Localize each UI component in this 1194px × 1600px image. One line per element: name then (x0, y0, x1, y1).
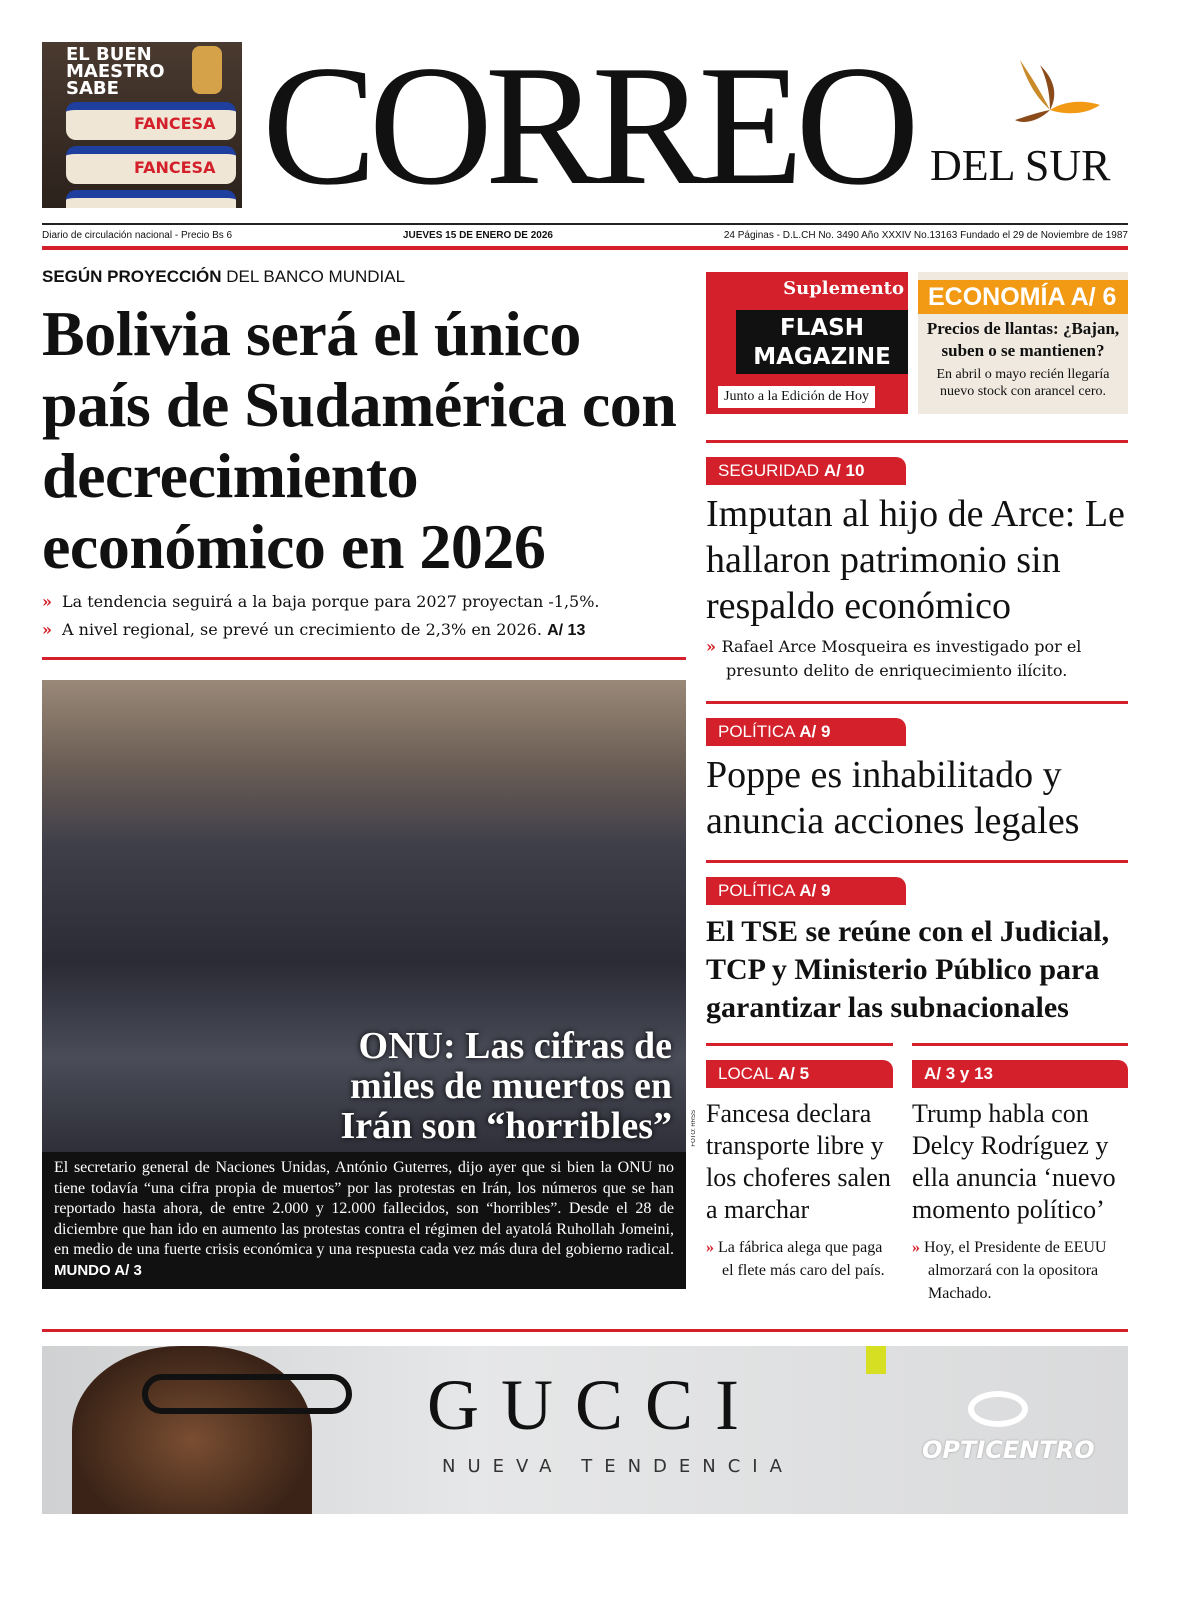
divider (42, 246, 1128, 250)
section-tag: ECONOMÍA A/ 6 (918, 280, 1128, 314)
glove-thumbs-up-icon (192, 46, 222, 94)
accent-bar (866, 1346, 886, 1374)
story-headline[interactable]: Imputan al hijo de Arce: Le hallaron patrimonio sin respaldo económico (706, 493, 1125, 627)
story-headline[interactable]: Fancesa declara transporte libre y los choferes salen a marchar (706, 1099, 891, 1224)
ad-tagline: NUEVA TENDENCIA (442, 1456, 794, 1477)
ad-store: OPTICENTRO (922, 1436, 1095, 1464)
photo-credit: FOTO: RRSS (691, 1110, 697, 1147)
divider (706, 701, 1128, 704)
teaser-title: Precios de llantas: ¿Bajan, suben o se mantienen? (926, 319, 1120, 360)
lead-bullet: » La tendencia seguirá a la baja porque para 2027 proyectan -1,5%. (42, 592, 600, 611)
divider (42, 223, 1128, 225)
model-portrait (72, 1346, 312, 1514)
leaf-logo-icon (1010, 60, 1100, 140)
iran-protest-photo[interactable] (42, 680, 686, 1152)
lead-column (42, 266, 697, 1289)
supplement-label: Suplemento (783, 278, 904, 299)
price-info: Diario de circulación nacional - Precio Bs 6 (42, 230, 233, 241)
divider (42, 1329, 1128, 1332)
masthead-title[interactable]: CORREO (262, 31, 912, 221)
ad-slogan: EL BUEN MAESTRO SABE (66, 44, 165, 99)
glasses-icon (142, 1374, 352, 1414)
supplement-name: FLASH MAGAZINE (736, 310, 908, 374)
masthead-subtitle: DEL SUR (930, 141, 1111, 190)
cement-bag: FANCESA (66, 102, 236, 140)
economia-teaser[interactable] (918, 272, 1128, 414)
section-tag: SEGURIDAD A/ 10 (706, 457, 906, 485)
photo-headline[interactable]: ONU: Las cifras de miles de muertos en Irán son “horribles” (340, 1025, 672, 1147)
publication-info: 24 Páginas - D.L.CH No. 3490 Año XXXIV No.13163 Fundado el 29 de Noviembre de 1987 (723, 230, 1128, 241)
lead-bullet: » A nivel regional, se prevé un crecimiento de 2,3% en 2026. A/ 13 (42, 620, 586, 639)
story-headline[interactable]: Poppe es inhabilitado y anuncia acciones legales (706, 754, 1080, 842)
opticentro-logo-icon (968, 1391, 1028, 1427)
divider (912, 1043, 1128, 1046)
divider (706, 440, 1128, 443)
story-sub: » Hoy, el Presidente de EEUU almorzará con la opositora Machado. (912, 1239, 1107, 1302)
teaser-desc: En abril o mayo recién llegaría nuevo stock con arancel cero. (936, 367, 1110, 399)
supplement-promo[interactable] (706, 272, 908, 414)
story-sub: » Rafael Arce Mosqueira es investigado por el presunto delito de enriquecimiento ilícito. (706, 637, 1082, 680)
cement-bag (66, 190, 236, 208)
lead-kicker: SEGÚN PROYECCIÓN DEL BANCO MUNDIAL (42, 267, 406, 286)
story-headline[interactable]: El TSE se reúne con el Judicial, TCP y Ministerio Público para garantizar las subnacionales (706, 915, 1110, 1024)
ad-brand: GUCCI (427, 1365, 762, 1445)
supplement-note: Junto a la Edición de Hoy (718, 386, 875, 408)
section-tag: LOCAL A/ 5 (706, 1060, 893, 1088)
photo-caption: El secretario general de Naciones Unidas, António Guterres, dijo ayer que si bien la ONU no tiene todavía “una cifra propia de muertos” por las protestas en Irán, los números que se han reportado hasta ahora, de entre 2.000 y 12.000 fallecidos, son “horribles”. Desde el 28 de diciembre que han ido en aumento las protestas contra el régimen del ayatolá Ruhollah Jomeini, en medio de una fuerte crisis económica y una respuesta cada vez más dura del gobierno radical. MUNDO A/ 3 (42, 1152, 686, 1289)
divider (706, 1043, 893, 1046)
right-column (706, 266, 1128, 1305)
fancesa-ad[interactable] (42, 42, 242, 208)
gucci-opticentro-ad[interactable] (42, 1346, 1128, 1514)
section-tag: POLÍTICA A/ 9 (706, 718, 906, 746)
section-tag: A/ 3 y 13 (912, 1060, 1128, 1088)
divider (42, 657, 686, 660)
edition-date: JUEVES 15 DE ENERO DE 2026 (402, 230, 553, 241)
story-sub: » La fábrica alega que paga el flete más caro del país. (706, 1239, 885, 1279)
info-line (42, 230, 1128, 242)
lead-headline[interactable]: Bolivia será el único país de Sudamérica con decrecimiento económico en 2026 (42, 298, 677, 582)
cement-bag: FANCESA (66, 146, 236, 184)
divider (706, 860, 1128, 863)
section-tag: POLÍTICA A/ 9 (706, 877, 906, 905)
story-headline[interactable]: Trump habla con Delcy Rodríguez y ella anuncia ‘nuevo momento político’ (912, 1099, 1116, 1224)
